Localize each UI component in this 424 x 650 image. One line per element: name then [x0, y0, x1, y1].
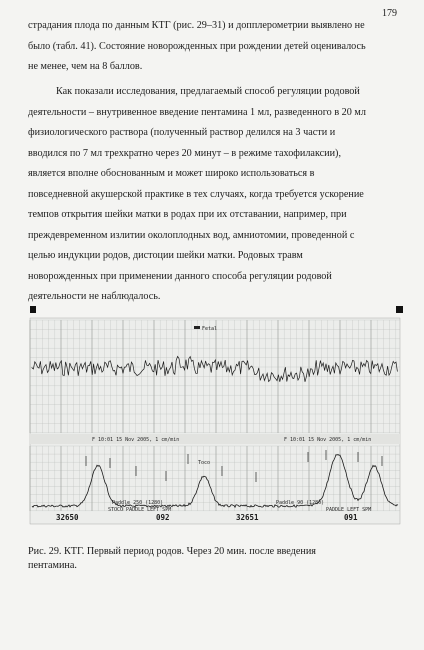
paragraph-line: было (табл. 41). Состояние новорожденных при рождении детей оценивалось: [28, 40, 366, 52]
paddle-legend: PADDLE LEFT SPM: [326, 507, 372, 513]
corner-mark: [30, 306, 36, 313]
paragraph-line: Как показали исследования, предлагаемый способ регуляции родовой: [56, 86, 360, 97]
strip-counter: 32650: [56, 513, 79, 522]
strip-counter: 32651: [236, 513, 259, 522]
figure-caption: [28, 545, 402, 573]
strip-counter: 091: [344, 513, 358, 522]
fetal-marker-label: Fetal: [202, 326, 218, 332]
page-number: 179: [382, 8, 397, 19]
ctg-figure: [26, 306, 408, 528]
paragraph-line: не менее, чем на 8 баллов.: [28, 61, 143, 72]
caption-line: Рис. 29. КТГ. Первый период родов. Через 20 мин. после введения: [28, 546, 316, 557]
paragraph-line: преждевременном излитии околоплодных вод, амниотомии, проведенной с: [28, 229, 355, 241]
corner-mark: [396, 306, 403, 313]
paragraph-line: новорожденных при применении данного способа регуляции родовой: [28, 270, 332, 282]
ctg-paper: [30, 318, 400, 524]
ctg-strip-image: [26, 306, 408, 528]
paragraph-1: [28, 16, 402, 78]
strip-timestamp: F 10:01 15 Nov 2005, 1 cm/min: [92, 437, 180, 443]
caption-line: пентамина.: [28, 560, 77, 571]
paragraph-line: повседневной акушерской практике в тех случаях, когда требуется ускорение: [28, 188, 364, 200]
paragraph-line: вводился по 7 мл трехкратно через 20 минут – в режиме тахофилаксии),: [28, 147, 342, 159]
paragraph-line: целью индукции родов, дистоции шейки матки. Родовых травм: [28, 250, 303, 261]
paragraph-line: деятельности не наблюдалось.: [28, 291, 161, 302]
fetal-marker: [194, 326, 200, 329]
paragraph-line: физиологического раствора (полученный раствор делился на 3 части и: [28, 127, 336, 138]
paddle-label: Paddle 250 (1280): [112, 500, 164, 506]
strip-timestamp: F 10:01 15 Nov 2005, 1 cm/min: [284, 437, 372, 443]
paragraph-line: деятельности – внутривенное введение пентамина 1 мл, разведенного в 20 мл: [28, 106, 366, 118]
paragraph-line: является вполне обоснованным и может широко использоваться в: [28, 168, 315, 179]
toco-label: Toco: [198, 460, 211, 466]
paragraph-2: [28, 82, 402, 308]
paragraph-line: страдания плода по данным КТГ (рис. 29–31) и допплерометрии выявлено не: [28, 20, 365, 31]
paddle-legend: STOCO PADDLE LEFT SPM: [108, 507, 172, 513]
paragraph-line: темпов открытия шейки матки в родах при их отставании, например, при: [28, 209, 347, 220]
strip-counter: 092: [156, 513, 170, 522]
paddle-label: Paddle 90 (1280): [276, 500, 325, 506]
